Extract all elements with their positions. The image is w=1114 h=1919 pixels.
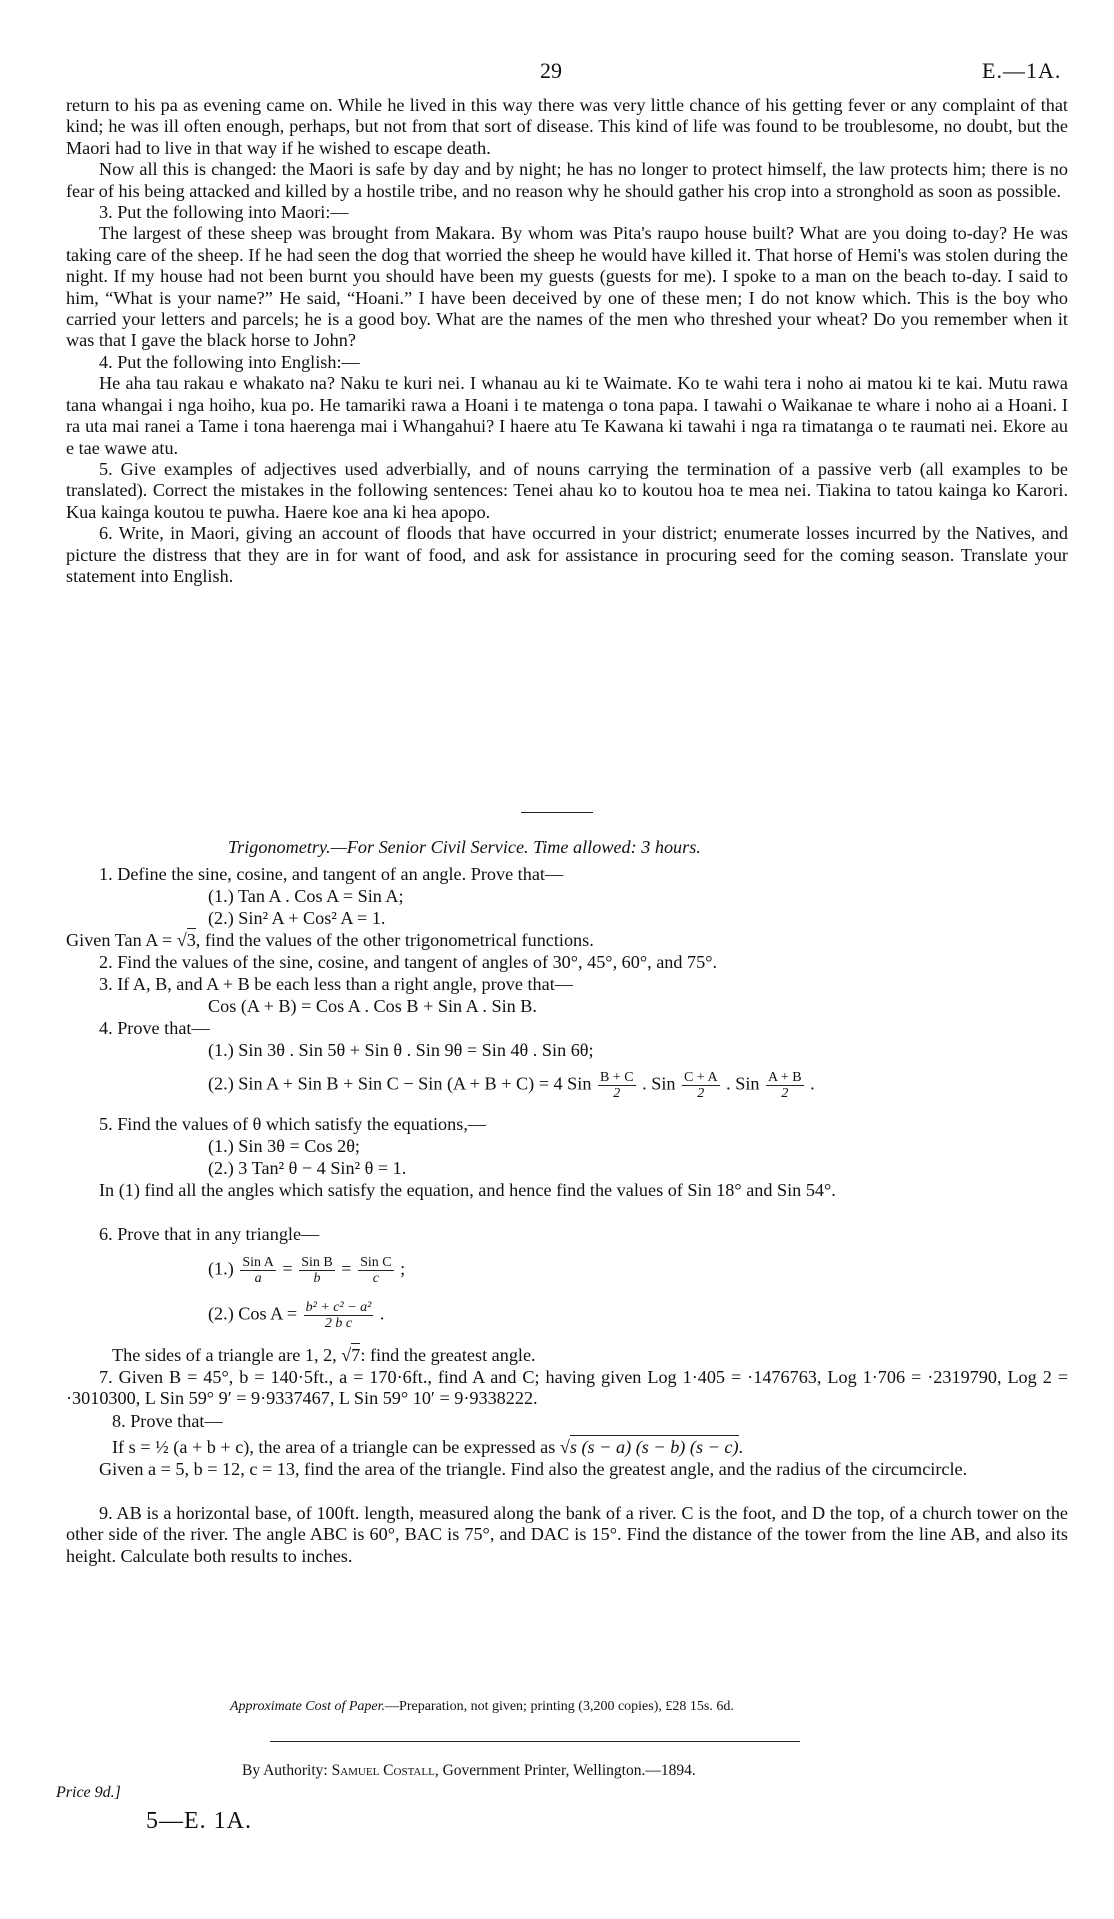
- question-6-part-2: [208, 1300, 384, 1331]
- fraction: [299, 1255, 335, 1286]
- text: (2.) Sin A + Sin B + Sin C − Sin (A + B + C) = 4 Sin: [208, 1073, 592, 1094]
- authority-suffix: , Government Printer, Wellington.—1894.: [434, 1762, 696, 1779]
- text: .: [738, 1437, 744, 1457]
- report-reference: E.—1A.: [982, 58, 1062, 83]
- question-7-block: [66, 1367, 1068, 1410]
- question-1-part-2: (2.) Sin² A + Cos² A = 1.: [208, 908, 386, 928]
- text: . Sin: [726, 1073, 760, 1094]
- question-4: 4. Prove that—: [99, 1018, 210, 1038]
- text: If s = ½ (a + b + c), the area of a triangle can be expressed as: [112, 1437, 560, 1457]
- denominator: c: [372, 1271, 379, 1286]
- question-4: 4. Put the following into English:—: [99, 351, 360, 372]
- radical-sign: √: [176, 930, 187, 950]
- printer-name: Samuel Costall: [331, 1762, 435, 1779]
- question-4-part-1: (1.) Sin 3θ . Sin 5θ + Sin θ . Sin 9θ = Sin 4θ . Sin 6θ;: [208, 1040, 594, 1060]
- fraction: [358, 1255, 394, 1286]
- question-9-block: [66, 1503, 1068, 1567]
- text: .: [379, 1303, 385, 1324]
- numerator: b² + c² − a²: [305, 1300, 372, 1315]
- text: The sides of a triangle are 1, 2,: [112, 1345, 342, 1365]
- cost-label: Approximate Cost of Paper.: [230, 1699, 386, 1714]
- paragraph: He aha tau rakau e whakato na? Naku te kuri nei. I whanau au ki te Waimate. Ko te wahi tera i noho ai matou ki te kai. Mutu rawa tana whangai i nga hoiho, kua po. He tamariki rawa a Hoani i te matenga o tona papa. I tawahi o Waikanae te whare i noho ai a Hoani. I ra uta mai ranei a Tame i tona haerenga mai i Whangahui? I haere atu Te Kawana ki tawahi i nga ra timatanga o te raumati nei. Ekore au e tae wawe atu.: [66, 373, 1068, 458]
- numerator: A + B: [768, 1070, 802, 1085]
- numerator: B + C: [599, 1070, 634, 1085]
- numerator: C + A: [684, 1070, 718, 1085]
- section-title: Trigonometry.—For Senior Civil Service. Time allowed: 3 hours.: [228, 837, 701, 857]
- question-8-given: Given a = 5, b = 12, c = 13, find the area of the triangle. Find also the greatest angle, and the radius of the circumcircle.: [99, 1459, 968, 1479]
- denominator: b: [313, 1271, 321, 1286]
- text: , find the values of the other trigonometrical functions.: [195, 930, 594, 950]
- maori-exam-section: [66, 95, 1068, 587]
- denominator: a: [254, 1271, 262, 1286]
- question-1-given: [66, 930, 594, 951]
- question-9: 9. AB is a horizontal base, of 100ft. length, measured along the bank of a river. C is the foot, and D the top, of a church tower on the other side of the river. The angle ABC is 60°, BAC is 75°, and DAC is 15°. Find the distance of the tower from the line AB, and also its height. Calculate both results to inches.: [66, 1503, 1068, 1566]
- text: (2.) Cos A =: [208, 1303, 298, 1324]
- text: Given Tan A =: [66, 930, 177, 950]
- radical-sign: √: [559, 1437, 570, 1457]
- question-6: 6. Write, in Maori, giving an account of floods that have occurred in your district; enumerate losses incurred by the Natives, and picture the distress that they are in for want of food, and ask for assistance in procuring seed for the coming season. Translate your statement into English.: [66, 523, 1068, 586]
- question-2: 2. Find the values of the sine, cosine, and tangent of angles of 30°, 45°, 60°, and 75°.: [99, 952, 718, 972]
- paragraph: The largest of these sheep was brought from Makara. By whom was Pita's raupo house built? What are you doing to-day? He was taking care of the sheep. If he had seen the dog that worried the sheep he would have killed it. That horse of Hemi's was stolen during the night. If my house had not been burnt you should have been my guests (guests for me). I spoke to a man on the beach to-day. I said to him, “What is your name?” He said, “Hoani.” I have been deceived by one of these men; I do not know which. This is the boy who carried your letters and parcels; he is a good boy. What are the names of the men who threshed your wheat? Do you remember when it was that I gave the black horse to John?: [66, 223, 1068, 351]
- numerator: Sin C: [360, 1255, 392, 1270]
- text: ;: [400, 1258, 406, 1279]
- fraction: [766, 1070, 804, 1101]
- denominator: 2: [781, 1086, 789, 1101]
- question-5: 5. Find the values of θ which satisfy the equations,—: [99, 1114, 487, 1134]
- text: . Sin: [642, 1073, 676, 1094]
- text: =: [282, 1258, 293, 1279]
- question-8-statement: [112, 1437, 743, 1458]
- text: : find the greatest angle.: [360, 1345, 536, 1365]
- question-1: 1. Define the sine, cosine, and tangent of an angle. Prove that—: [99, 864, 564, 884]
- question-6-note: [112, 1345, 536, 1366]
- question-5-part-1: (1.) Sin 3θ = Cos 2θ;: [208, 1136, 360, 1156]
- radicand: 7: [351, 1345, 361, 1365]
- question-4-part-2: [208, 1070, 815, 1101]
- question-6: 6. Prove that in any triangle—: [99, 1224, 320, 1244]
- cost-text: —Preparation, not given; printing (3,200 copies), £28 15s. 6d.: [385, 1699, 734, 1714]
- question-5: 5. Give examples of adjectives used adverbially, and of nouns carrying the termination of a passive verb (all examples to be translated). Correct the mistakes in the following sentences: Tenei ahau ko to koutou hoa te mea nei. Tiakina to tatou kainga ko Karori. Kua kainga koutou te puwha. Haere koe ana ki hea apopo.: [66, 458, 1068, 522]
- document-code: 5—E. 1A.: [146, 1808, 252, 1834]
- cost-note: [230, 1699, 734, 1715]
- fraction: [598, 1070, 636, 1101]
- question-8: 8. Prove that—: [112, 1411, 223, 1431]
- fraction: [240, 1255, 276, 1286]
- footer-rule: [270, 1741, 800, 1742]
- question-7: 7. Given B = 45°, b = 140·5ft., a = 170·6ft., find A and C; having given Log 1·405 = ·1476763, Log 1·706 = ·2319790, Log 2 = ·3010300, L Sin 59° 9′ = 9·9337467, L Sin 59° 10′ = 9·9338222.: [66, 1367, 1068, 1409]
- denominator: 2: [697, 1086, 705, 1101]
- radicand: 3: [186, 930, 196, 950]
- question-3-formula: Cos (A + B) = Cos A . Cos B + Sin A . Sin B.: [208, 996, 537, 1016]
- numerator: Sin A: [242, 1255, 274, 1270]
- question-3: 3. Put the following into Maori:—: [99, 202, 349, 223]
- radicand: s (s − a) (s − b) (s − c): [569, 1437, 739, 1457]
- question-6-part-1: [208, 1255, 405, 1286]
- question-8-given-block: [66, 1459, 1068, 1480]
- paragraph: Now all this is changed: the Maori is safe by day and by night; he has no longer to protect himself, the law protects him; there is no fear of his being attacked and killed by a hostile tribe, and no reason why he should gather his crop into a stronghold as soon as possible.: [66, 159, 1068, 201]
- text: (1.): [208, 1258, 234, 1279]
- printer-authority: [242, 1762, 696, 1780]
- question-5-note: In (1) find all the angles which satisfy the equation, and hence find the values of Sin 18° and Sin 54°.: [99, 1180, 836, 1200]
- numerator: Sin B: [301, 1255, 333, 1270]
- fraction: [304, 1300, 374, 1331]
- fraction: [682, 1070, 720, 1101]
- text: =: [341, 1258, 352, 1279]
- text: .: [810, 1073, 815, 1094]
- denominator: 2 b c: [324, 1316, 353, 1331]
- radical-sign: √: [341, 1345, 352, 1365]
- question-5-part-2: (2.) 3 Tan² θ − 4 Sin² θ = 1.: [208, 1158, 407, 1178]
- denominator: 2: [613, 1086, 621, 1101]
- authority-prefix: By Authority:: [242, 1762, 332, 1779]
- page-number: 29: [540, 58, 562, 83]
- question-3: 3. If A, B, and A + B be each less than a right angle, prove that—: [99, 974, 573, 994]
- section-divider: [521, 812, 593, 813]
- price: Price 9d.]: [56, 1784, 121, 1801]
- question-5-note-block: [66, 1180, 1068, 1201]
- question-1-part-1: (1.) Tan A . Cos A = Sin A;: [208, 886, 404, 906]
- paragraph: return to his pa as evening came on. While he lived in this way there was very little chance of his getting fever or any complaint of that kind; he was ill often enough, perhaps, but not from that sort of disease. This kind of life was found to be troublesome, no doubt, but the Maori had to live in that way if he wished to escape death.: [66, 95, 1068, 158]
